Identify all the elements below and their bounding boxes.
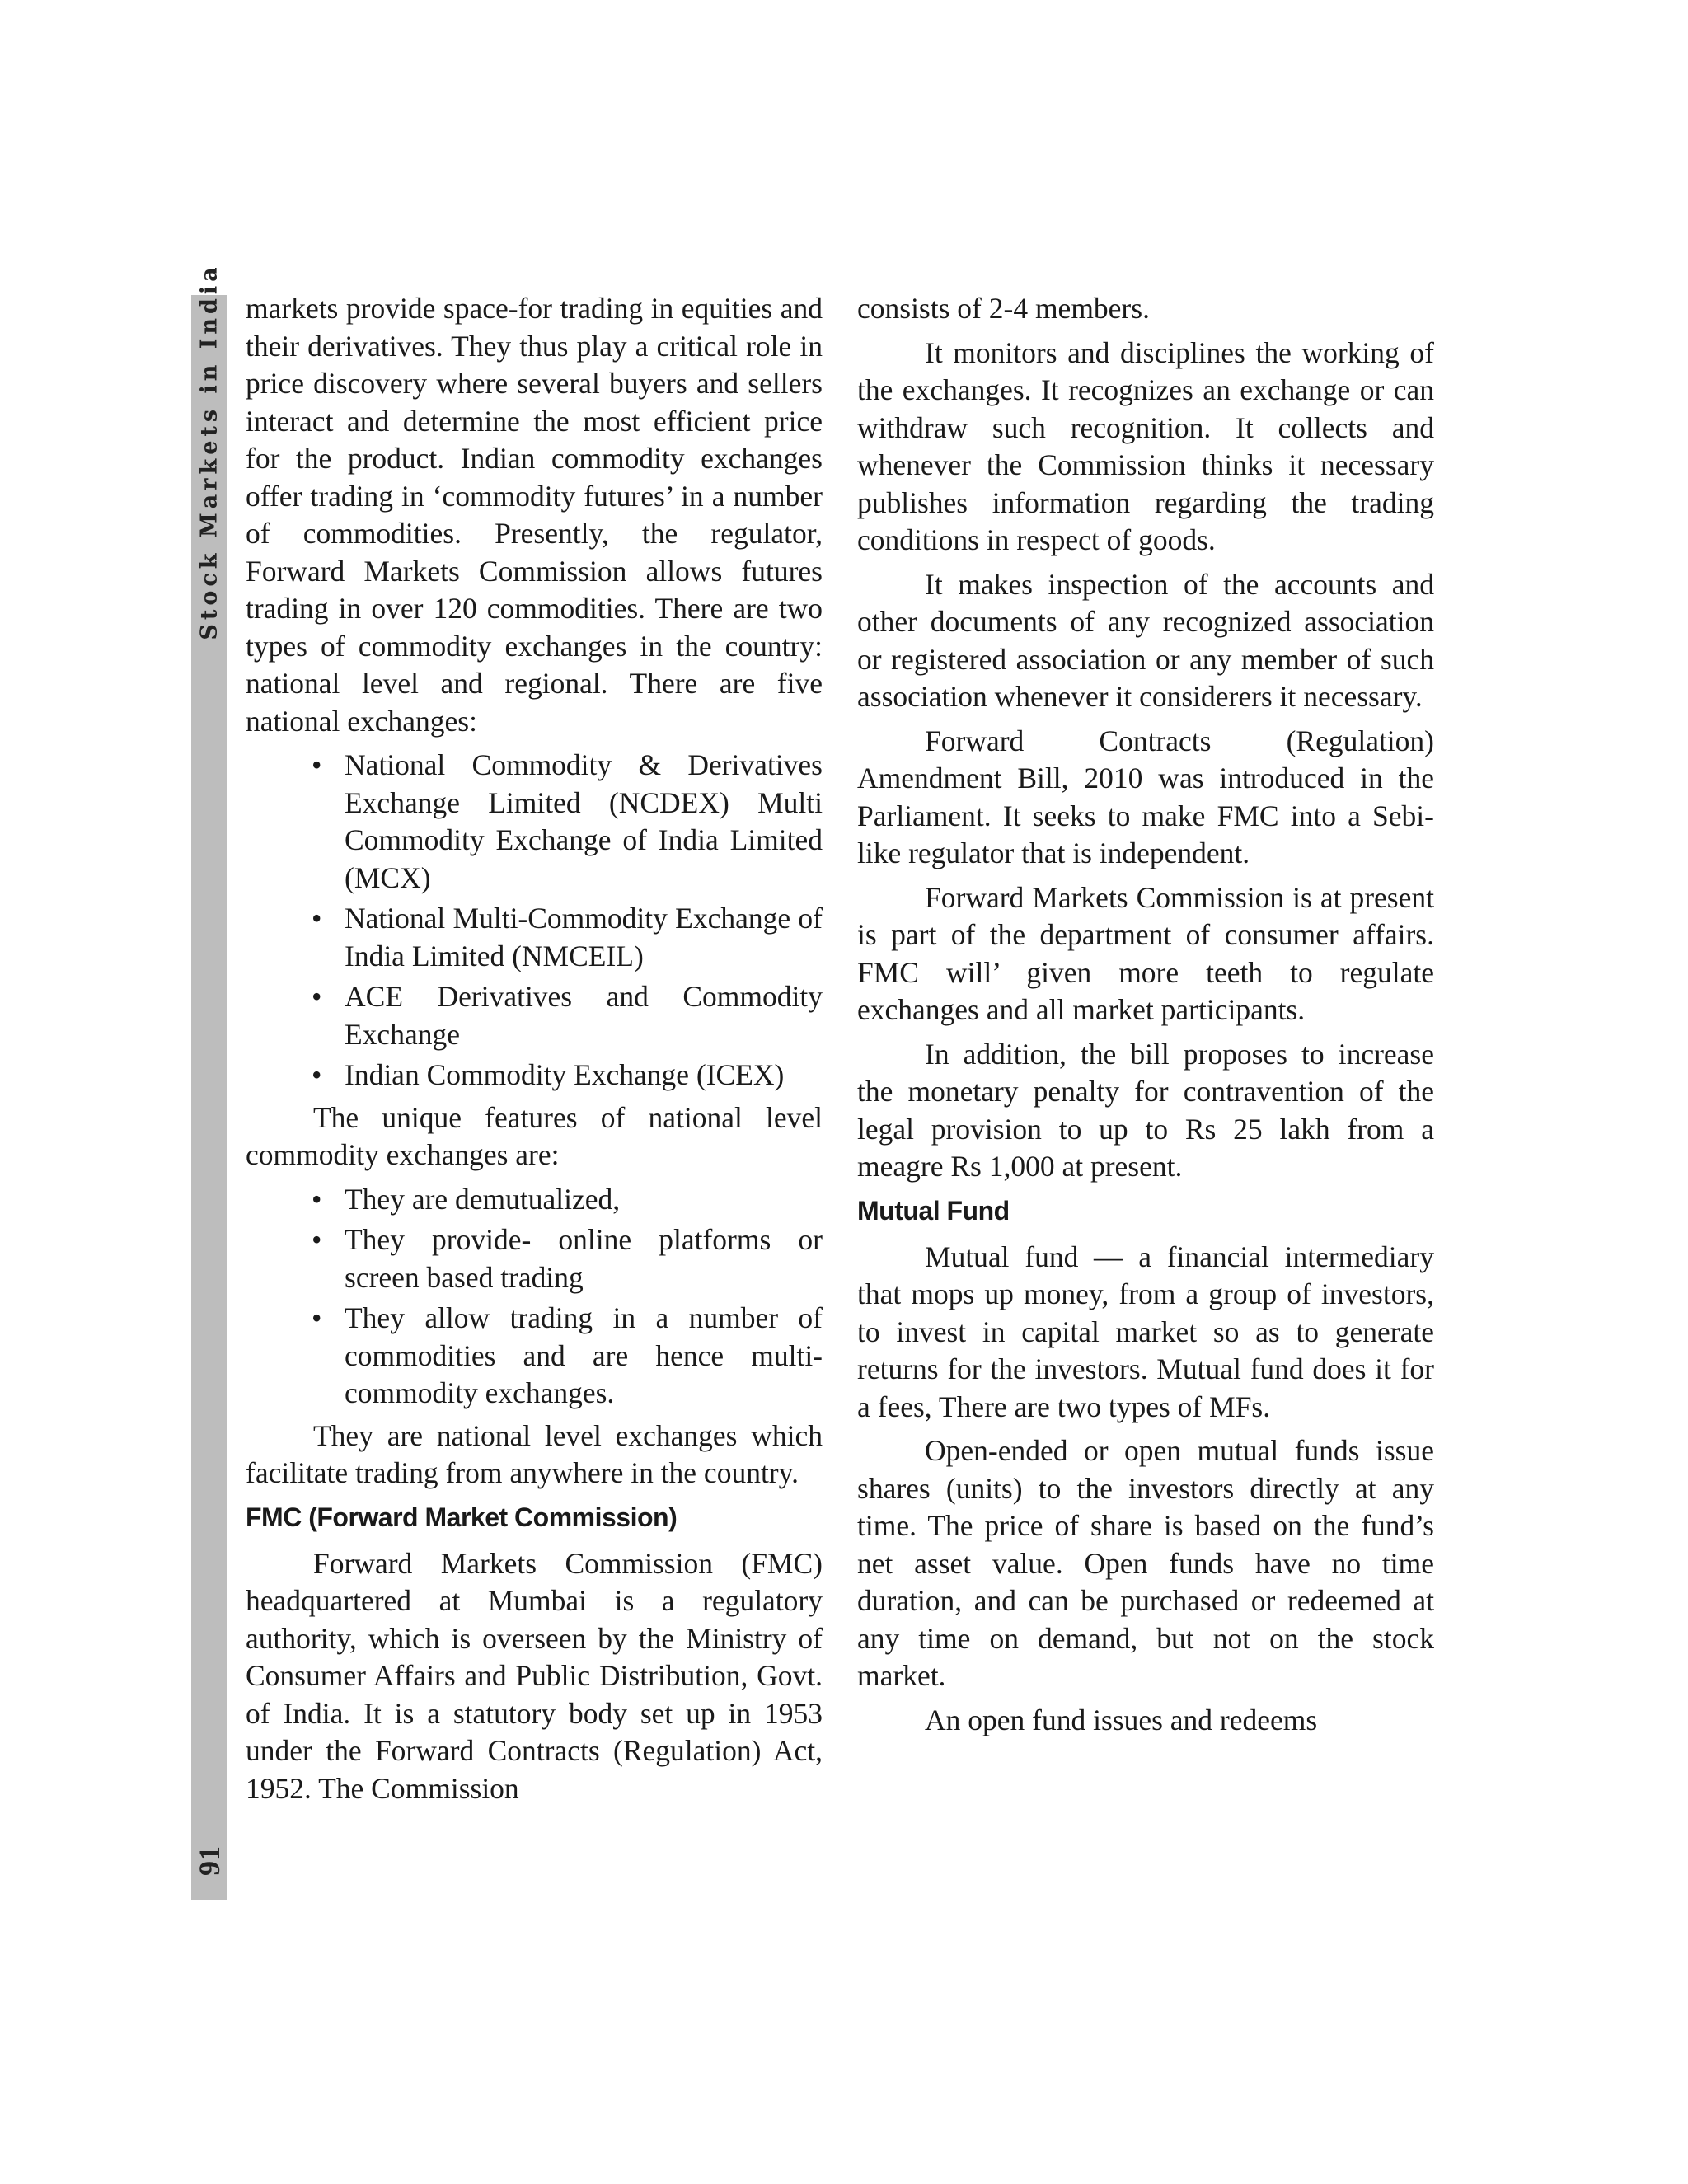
paragraph: In addition, the bill proposes to increase the monetary penalty for contravention of the legal provision to up to Rs 25 lakh from a meagre Rs 1,000 at present. <box>857 1037 1434 1183</box>
page-number: 91 <box>193 1846 226 1876</box>
list-item: • They are demutualized, <box>345 1181 823 1219</box>
section-heading-mutual-fund: Mutual Fund <box>857 1195 1010 1226</box>
list-item: • National Commodity & Derivatives Exchange Limited (NCDEX) Multi Commodity Exchange of India Limited (MCX) <box>345 747 823 897</box>
paragraph: An open fund issues and redeems <box>925 1703 1318 1736</box>
list-item: • They provide- online platforms or screen based trading <box>345 1221 823 1296</box>
paragraph: Forward Markets Commission is at present is part of the department of consumer affairs. FMC will’ given more teeth to regulate exchanges and all market participants. <box>857 880 1434 1026</box>
paragraph: Forward Contracts (Regulation) Amendment Bill, 2010 was introduced in the Parliament. It seeks to make FMC into a Sebi-like regulator that is independent. <box>857 724 1434 869</box>
paragraph: consists of 2-4 members. <box>857 292 1150 325</box>
paragraph: They are national level exchanges which facilitate trading from anywhere in the country. <box>246 1418 823 1489</box>
list-item: • National Multi-Commodity Exchange of India Limited (NMCEIL) <box>345 900 823 975</box>
exchanges-list <box>246 747 823 1094</box>
paragraph: It makes inspection of the accounts and other documents of any recognized association or registered association or any member of such association whenever it considerers it necessary. <box>857 567 1434 713</box>
list-item: • Indian Commodity Exchange (ICEX) <box>345 1057 823 1094</box>
paragraph: markets provide space-for trading in equities and their derivatives. They thus play a critical role in price discovery where several buyers and sellers interact and determine the most efficient price for the product. Indian commodity exchanges offer trading in ‘commodity futures’ in a number of commodities. Presently, the regulator, Forward Markets Commission allows futures trading in over 120 commodities. There are two types of commodity exchanges in the country: national level and regional. There are five national exchanges: <box>246 292 823 738</box>
features-list <box>246 1181 823 1413</box>
paragraph: It monitors and disciplines the working of the exchanges. It recognizes an exchange or can withdraw such recognition. It collects and whenever the Commission thinks it necessary publishes information regarding the trading conditions in respect of goods. <box>857 335 1434 556</box>
left-column <box>246 290 823 1814</box>
section-heading-fmc: FMC (Forward Market Commission) <box>246 1502 678 1532</box>
right-column <box>857 290 1434 1746</box>
paragraph: The unique features of national level commodity exchanges are: <box>246 1100 823 1171</box>
list-item: • They allow trading in a number of commodities and are hence multi-commodity exchanges. <box>345 1300 823 1413</box>
paragraph: Mutual fund — a financial intermediary that mops up money, from a group of investors, to invest in capital market so as to generate returns for the investors. Mutual fund does it for a fees, There are two types of MFs. <box>857 1240 1434 1423</box>
running-header: Stock Markets in India <box>196 263 223 640</box>
paragraph: Forward Markets Commission (FMC) headquartered at Mumbai is a regulatory authority, which is overseen by the Ministry of Consumer Affairs and Public Distribution, Govt. of India. It is a statutory body set up in 1953 under the Forward Contracts (Regulation) Act, 1952. The Commission <box>246 1546 823 1805</box>
paragraph: Open-ended or open mutual funds issue shares (units) to the investors directly at any time. The price of share is based on the fund’s net asset value. Open funds have no time duration, and can be purchased or redeemed at any time on demand, but not on the stock market. <box>857 1434 1434 1692</box>
list-item: • ACE Derivatives and Commodity Exchange <box>345 978 823 1053</box>
